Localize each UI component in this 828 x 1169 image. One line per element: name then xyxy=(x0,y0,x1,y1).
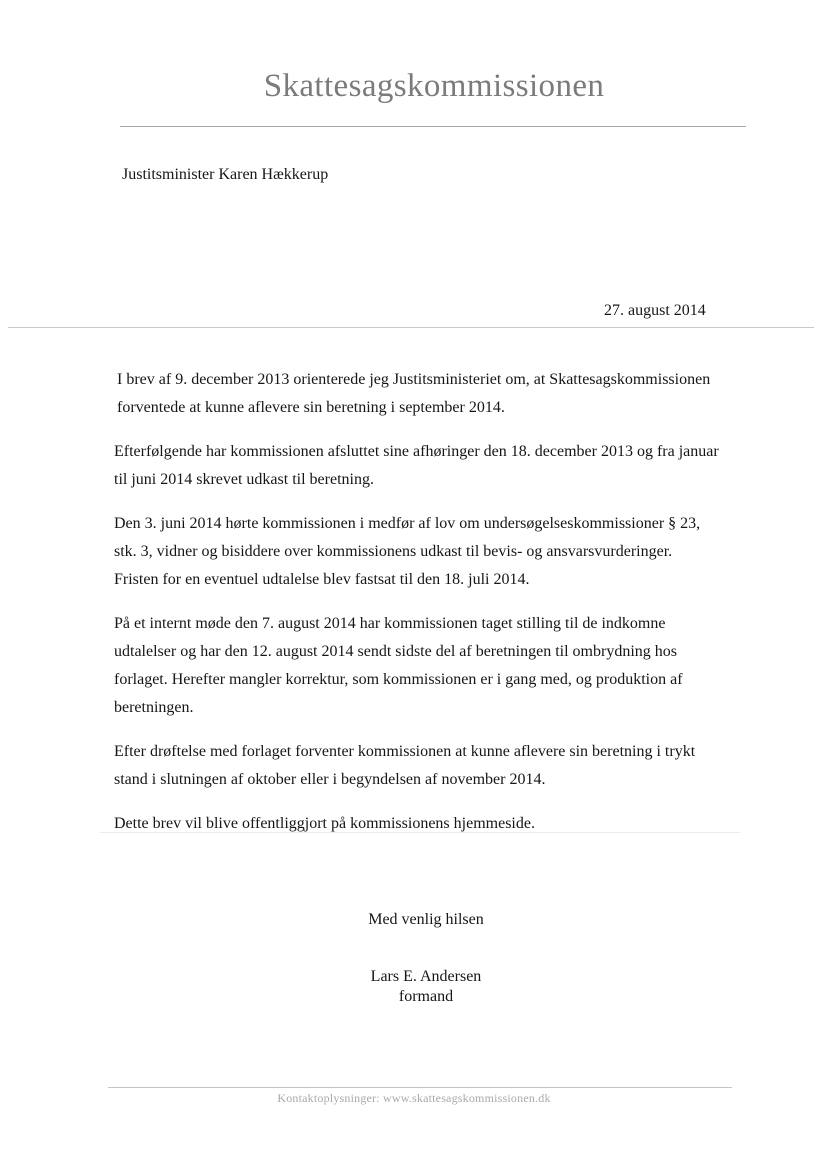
footer-divider xyxy=(108,1087,732,1088)
scan-faint-line xyxy=(100,832,740,833)
recipient-line: Justitsminister Karen Hækkerup xyxy=(122,166,329,183)
paragraph-line: Den 3. juni 2014 hørte kommissionen i medfør af lov om undersøgelseskommissioner § 23, xyxy=(114,515,701,532)
letter-date: 27. august 2014 xyxy=(604,302,706,319)
footer-contact: Kontaktoplysninger: www.skattesagskommissionen.dk xyxy=(277,1091,551,1105)
signatory-title: formand xyxy=(398,988,454,1005)
paragraph-line: Dette brev vil blive offentliggjort på kommissionens hjemmeside. xyxy=(114,815,535,832)
paragraph-line: Fristen for en eventuel udtalelse blev fastsat til den 18. juli 2014. xyxy=(114,571,530,588)
letterhead-title: Skattesagskommissionen xyxy=(263,68,605,104)
paragraph-line: stand i slutningen af oktober eller i begyndelsen af november 2014. xyxy=(114,771,546,788)
paragraph-line: til juni 2014 skrevet udkast til beretning. xyxy=(114,471,374,488)
letter-body xyxy=(114,366,770,854)
paragraph xyxy=(117,366,770,422)
paragraph-line: Efter drøftelse med forlaget forventer kommissionen at kunne aflevere sin beretning i trykt xyxy=(114,743,696,760)
paragraph xyxy=(114,738,770,794)
paragraph-line: forventede at kunne aflevere sin beretning i september 2014. xyxy=(117,399,505,416)
paragraph-line: Efterfølgende har kommissionen afsluttet sine afhøringer den 18. december 2013 og fra januar xyxy=(114,443,719,460)
paragraph xyxy=(114,510,770,594)
header-divider xyxy=(8,327,814,328)
signatory-name: Lars E. Andersen xyxy=(370,968,482,985)
paragraph xyxy=(114,610,770,722)
paragraph-line: På et internt møde den 7. august 2014 har kommissionen taget stilling til de indkomne xyxy=(114,615,666,632)
closing-greeting: Med venlig hilsen xyxy=(368,911,484,928)
paragraph-line: udtalelser og har den 12. august 2014 sendt sidste del af beretningen til ombrydning hos xyxy=(114,643,677,660)
letterhead-divider xyxy=(120,126,746,127)
paragraph xyxy=(114,810,770,838)
paragraph-line: forlaget. Herefter mangler korrektur, som kommissionen er i gang med, og produktion af xyxy=(114,671,683,688)
paragraph xyxy=(114,438,770,494)
paragraph-line: stk. 3, vidner og bisiddere over kommissionens udkast til bevis- og ansvarsvurderinger. xyxy=(114,543,673,560)
paragraph-line: beretningen. xyxy=(114,699,194,716)
paragraph-line: I brev af 9. december 2013 orienterede jeg Justitsministeriet om, at Skattesagskommissionen xyxy=(117,371,711,388)
